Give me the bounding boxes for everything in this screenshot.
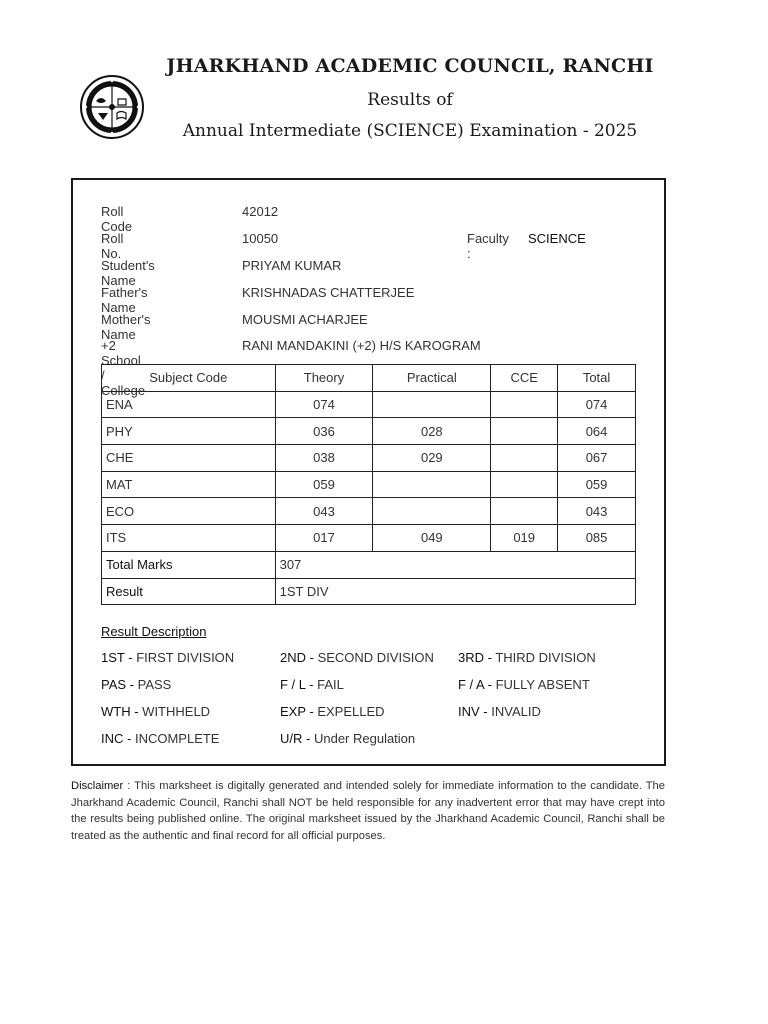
table-row (102, 471, 636, 498)
mother-name-value: MOUSMI ACHARJEE (242, 312, 368, 327)
total-marks: 085 (558, 525, 636, 552)
result-description-title: Result Description (101, 624, 207, 639)
roll-no-value: 10050 (242, 231, 279, 246)
disclaimer-label: Disclaimer (71, 780, 124, 792)
student-name-label: Student's Name (101, 258, 155, 288)
cce-marks (491, 498, 558, 525)
marksheet-card (71, 178, 666, 766)
legend-item (458, 650, 596, 665)
legend-item (101, 704, 210, 719)
mother-name-label: Mother's Name (101, 312, 151, 342)
table-row (102, 525, 636, 552)
table-row (102, 498, 636, 525)
result-label: Result (102, 578, 276, 605)
faculty-label: Faculty : (467, 231, 509, 261)
practical-marks: 029 (373, 445, 491, 472)
total-marks: 043 (558, 498, 636, 525)
marks-table (101, 364, 636, 605)
practical-marks: 049 (373, 525, 491, 552)
legend-item (101, 650, 234, 665)
practical-marks (373, 391, 491, 418)
subject-code: ECO (102, 498, 276, 525)
legend-text: INCOMPLETE (134, 731, 220, 746)
disclaimer (71, 778, 665, 844)
school-label: +2 School / College (101, 338, 146, 398)
cce-marks (491, 391, 558, 418)
legend-code: WTH - (101, 704, 139, 719)
legend-text: SECOND DIVISION (317, 650, 434, 665)
total-marks-value: 307 (275, 551, 635, 578)
disclaimer-text: : This marksheet is digitally generated and intended solely for immediate information to the candidate. The Jharkhand Academic Council, Ranchi shall NOT be held responsible for any inadvertent error that may have crept into the results being published online. The original marksheet issued by the Jharkhand Academic Council, Ranchi shall be treated as the authentic and final record for all official purposes. (71, 780, 666, 842)
theory-marks: 043 (275, 498, 373, 525)
theory-marks: 036 (275, 418, 373, 445)
marks-header-row (102, 365, 636, 392)
total-marks-row (102, 551, 636, 578)
cce-marks (491, 471, 558, 498)
legend-text: FIRST DIVISION (136, 650, 235, 665)
cce-marks: 019 (491, 525, 558, 552)
legend-code: INV - (458, 704, 488, 719)
practical-marks (373, 498, 491, 525)
practical-marks: 028 (373, 418, 491, 445)
roll-no-label: Roll No. (101, 231, 124, 261)
legend-code: INC - (101, 731, 132, 746)
total-marks: 064 (558, 418, 636, 445)
legend-text: PASS (137, 677, 172, 692)
legend-text: Under Regulation (313, 731, 416, 746)
table-row (102, 418, 636, 445)
legend-item (101, 677, 171, 692)
legend-code: F / A - (458, 677, 492, 692)
column-header: Practical (373, 365, 491, 392)
faculty-value: SCIENCE (528, 231, 586, 246)
total-marks: 067 (558, 445, 636, 472)
father-name-value: KRISHNADAS CHATTERJEE (242, 285, 415, 300)
legend-text: THIRD DIVISION (495, 650, 596, 665)
subject-code: MAT (102, 471, 276, 498)
legend-text: FULLY ABSENT (495, 677, 590, 692)
legend-text: INVALID (491, 704, 541, 719)
legend-item (280, 650, 434, 665)
legend-item (280, 677, 344, 692)
legend-text: WITHHELD (142, 704, 211, 719)
legend-code: U/R - (280, 731, 311, 746)
table-row (102, 445, 636, 472)
result-value: 1ST DIV (275, 578, 635, 605)
theory-marks: 074 (275, 391, 373, 418)
legend-code: 1ST - (101, 650, 133, 665)
legend-code: 2ND - (280, 650, 314, 665)
total-marks-label: Total Marks (102, 551, 276, 578)
roll-code-value: 42012 (242, 204, 279, 219)
legend-item (101, 731, 219, 746)
student-name-value: PRIYAM KUMAR (242, 258, 342, 273)
legend-text: FAIL (317, 677, 344, 692)
roll-code-label: Roll Code (101, 204, 133, 234)
subject-code: CHE (102, 445, 276, 472)
total-marks: 074 (558, 391, 636, 418)
legend-code: EXP - (280, 704, 314, 719)
cce-marks (491, 445, 558, 472)
theory-marks: 017 (275, 525, 373, 552)
school-value: RANI MANDAKINI (+2) H/S KAROGRAM (242, 338, 481, 353)
exam-title: Annual Intermediate (SCIENCE) Examination - 2025 (182, 121, 638, 141)
total-marks: 059 (558, 471, 636, 498)
table-row (102, 391, 636, 418)
cce-marks (491, 418, 558, 445)
legend-code: F / L - (280, 677, 314, 692)
theory-marks: 059 (275, 471, 373, 498)
legend-item (280, 704, 385, 719)
legend-code: 3RD - (458, 650, 492, 665)
results-of-heading: Results of (367, 90, 453, 110)
legend-code: PAS - (101, 677, 134, 692)
legend-text: EXPELLED (317, 704, 385, 719)
subject-code: ENA (102, 391, 276, 418)
legend-item (458, 677, 590, 692)
column-header: Subject Code (102, 365, 276, 392)
practical-marks (373, 471, 491, 498)
subject-code: ITS (102, 525, 276, 552)
subject-code: PHY (102, 418, 276, 445)
legend-item (458, 704, 541, 719)
theory-marks: 038 (275, 445, 373, 472)
legend-item (280, 731, 415, 746)
column-header: CCE (491, 365, 558, 392)
column-header: Theory (275, 365, 373, 392)
father-name-label: Father's Name (101, 285, 148, 315)
council-title: JHARKHAND ACADEMIC COUNCIL, RANCHI (166, 55, 654, 77)
column-header: Total (558, 365, 636, 392)
result-row (102, 578, 636, 605)
